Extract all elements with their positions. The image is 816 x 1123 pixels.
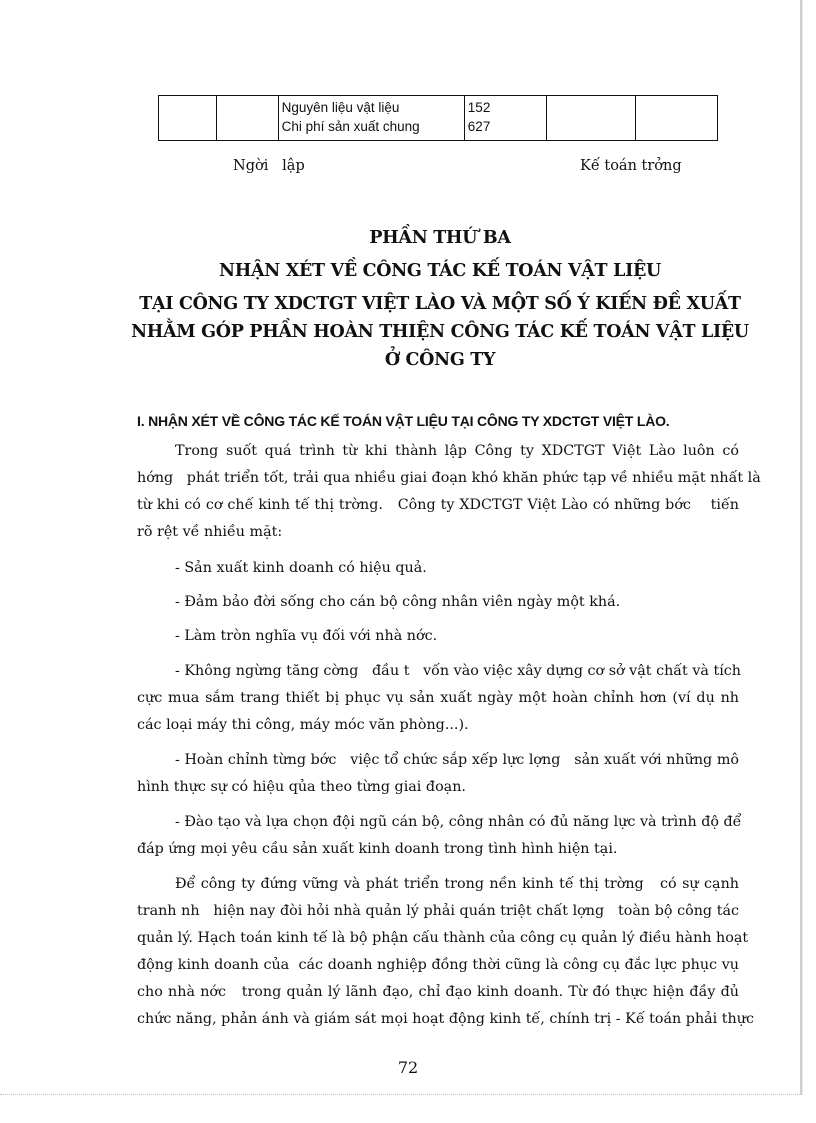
part-title: PHẦN THỨ BA [369,228,511,248]
table-cell [547,96,636,141]
paragraph-line: cực mua sắm trang thiết bị phục vụ sản xuất ngày một hoàn chỉnh hơn (ví dụ nh [137,690,739,706]
table-cell [159,96,217,141]
main-title-line-3: NHẰM GÓP PHẦN HOÀN THIỆN CÔNG TÁC KẾ TOÁN VẬT LIỆU [131,322,749,342]
paragraph-line: từ khi có cơ chế kinh tế thị trờng. Công ty XDCTGT Việt Lào có những bớc tiến [137,497,739,513]
page-edge-dotted [802,0,804,1095]
paragraph-line: tranh nh hiện nay đòi hỏi nhà quản lý phải quán triệt chất lợng toàn bộ công tác [137,903,739,919]
bullet-item: - Hoàn chỉnh từng bớc việc tổ chức sắp xếp lực lợng sản xuất với những mô [175,752,739,768]
paragraph-line: đáp ứng mọi yêu cầu sản xuất kinh doanh trong tình hình hiện tại. [137,841,618,857]
paragraph-line: các loại máy thi công, máy móc văn phòng...). [137,717,469,733]
account-table [158,95,718,141]
paragraph-line: Để công ty đứng vững và phát triển trong nền kinh tế thị trờng có sự cạnh [175,876,739,892]
bullet-item: - Đảm bảo đời sống cho cán bộ công nhân viên ngày một khá. [175,594,621,610]
bullet-item: - Không ngừng tăng cờng đầu t vốn vào việc xây dựng cơ sở vật chất và tích [175,663,742,679]
paragraph-line: hớng phát triển tốt, trải qua nhiều giai đoạn khó khăn phức tạp về nhiều mặt nhất là [137,470,761,486]
account-name-cell [278,96,464,141]
main-title-line-2: TẠI CÔNG TY XDCTGT VIỆT LÀO VÀ MỘT SỐ Ý KIẾN ĐỀ XUẤT [139,294,741,314]
account-name: Nguyên liệu vật liệu [281,100,400,115]
table-cell [217,96,278,141]
page-number: 72 [397,1058,419,1077]
paragraph-line: chức năng, phản ánh và giám sát mọi hoạt động kinh tế, chính trị - Kế toán phải thực [137,1011,754,1027]
bullet-item: - Làm tròn nghĩa vụ đối với nhà nớc. [175,628,438,644]
paragraph-line: Trong suốt quá trình từ khi thành lập Công ty XDCTGT Việt Lào luôn có [175,443,739,459]
page-edge-bottom [0,1094,800,1096]
preparer-signature-label: Ngời lập [233,158,305,174]
table-cell [635,96,717,141]
section-heading: I. NHẬN XÉT VỀ CÔNG TÁC KẾ TOÁN VẬT LIỆU TẠI CÔNG TY XDCTGT VIỆT LÀO. [137,413,670,429]
main-title-line-1: NHẬN XÉT VỀ CÔNG TÁC KẾ TOÁN VẬT LIỆU [219,261,661,281]
account-code: 152 [467,100,491,115]
chief-accountant-signature-label: Kế toán trởng [580,158,682,174]
table-row [159,96,718,141]
account-code: 627 [467,119,491,134]
paragraph-line: hình thực sự có hiệu qủa theo từng giai đoạn. [137,779,466,795]
main-title-line-4: Ở CÔNG TY [384,350,496,370]
paragraph-line: rõ rệt về nhiều mặt: [137,524,283,540]
bullet-item: - Đào tạo và lựa chọn đội ngũ cán bộ, công nhân có đủ năng lực và trình độ để [175,814,742,830]
account-name: Chi phí sản xuất chung [281,119,420,134]
paragraph-line: động kinh doanh của các doanh nghiệp đồng thời cũng là công cụ đắc lực phục vụ [137,957,739,973]
bullet-item: - Sản xuất kinh doanh có hiệu quả. [175,560,427,576]
account-code-cell [464,96,546,141]
paragraph-line: quản lý. Hạch toán kinh tế là bộ phận cấu thành của công cụ quản lý điều hành hoạt [137,930,749,946]
paragraph-line: cho nhà nớc trong quản lý lãnh đạo, chỉ đạo kinh doanh. Từ đó thực hiện đầy đủ [137,984,739,1000]
